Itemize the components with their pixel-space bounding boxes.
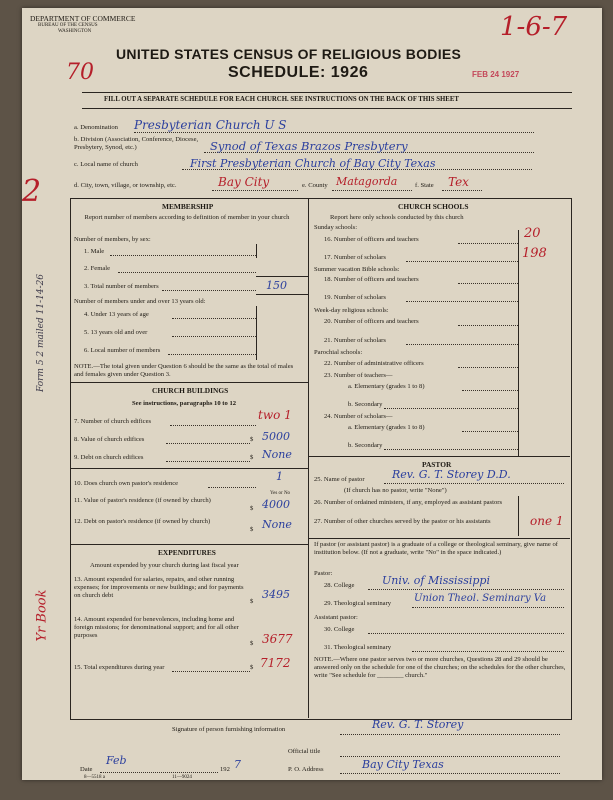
date-value: Feb bbox=[106, 754, 127, 767]
county-value: Matagorda bbox=[336, 175, 398, 188]
q9-value: None bbox=[262, 448, 292, 461]
year-label: 192 bbox=[220, 766, 230, 773]
main-form-frame bbox=[70, 198, 572, 720]
schools-intro: Report here only schools conducted by this church bbox=[330, 214, 464, 221]
q10-hint: Yes or No bbox=[270, 491, 291, 496]
q18-summer-teachers: 18. Number of officers and teachers bbox=[324, 276, 419, 283]
summer-label: Summer vacation Bible schools: bbox=[314, 266, 400, 273]
q25-pastor-name: 25. Name of pastor bbox=[314, 476, 365, 483]
dept-label: DEPARTMENT OF COMMERCE bbox=[30, 14, 136, 23]
denomination-label: a. Denomination bbox=[74, 124, 118, 131]
signature-label: Signature of person furnishing information bbox=[172, 726, 286, 733]
q12-value: None bbox=[262, 518, 292, 531]
buildings-header: CHURCH BUILDINGS bbox=[152, 386, 229, 395]
expenditures-sub: Amount expended by your church during last fiscal year bbox=[90, 562, 239, 569]
q27-other-churches: 27. Number of other churches served by the pastor or his assistants bbox=[314, 518, 491, 525]
q29-seminary: 29. Theological seminary bbox=[324, 600, 392, 607]
q28-college: 28. College bbox=[324, 582, 355, 589]
form-code: 8—5518 a bbox=[84, 775, 105, 780]
membership-header: MEMBERSHIP bbox=[162, 202, 214, 211]
q7-value: two 1 bbox=[258, 408, 292, 422]
pastor-sub-label: Pastor: bbox=[314, 570, 333, 577]
q26-ordained: 26. Number of ordained ministers, if any, employed as assistant pastors bbox=[314, 499, 503, 506]
q15-value: 7172 bbox=[260, 656, 291, 670]
q10-value: 1 bbox=[276, 470, 283, 483]
buildings-sub: See instructions, paragraphs 10 to 12 bbox=[132, 400, 237, 407]
yr-book-annotation: Yr Book bbox=[34, 589, 50, 642]
signature-value: Rev. G. T. Storey bbox=[372, 718, 464, 731]
division-label: b. Division (Association, Conference, Diocese, Presbytery, Synod, etc.) bbox=[74, 136, 199, 151]
q13-value: 3495 bbox=[262, 588, 290, 601]
form-code-2: 11—9024 bbox=[172, 775, 192, 780]
bureau-label: BUREAU OF THE CENSUS bbox=[38, 23, 98, 28]
sex-label: Number of members, by sex: bbox=[74, 236, 151, 243]
side-note-annotation: Form 5 2 mailed 11-14-26 bbox=[36, 273, 47, 393]
county-label: e. County bbox=[302, 182, 328, 189]
local-name-label: c. Local name of church bbox=[74, 161, 138, 168]
side-mark-annotation: 2 bbox=[22, 174, 42, 209]
q23b-secondary: b. Secondary bbox=[348, 401, 383, 408]
state-label: f. State bbox=[415, 182, 434, 189]
q28-value: Univ. of Mississippi bbox=[382, 574, 490, 587]
q14-benevolences: 14. Amount expended for benevolences, including home and foreign missions; for denominational support; and for all other purposes bbox=[74, 616, 239, 639]
q25-hint: (If church has no pastor, write "None") bbox=[344, 487, 447, 494]
city-label: WASHINGTON bbox=[58, 29, 92, 34]
age-label: Number of members under and over 13 years old: bbox=[74, 298, 206, 305]
q27-value: one 1 bbox=[530, 514, 564, 528]
q17-value: 198 bbox=[522, 246, 547, 261]
received-stamp: FEB 24 1927 bbox=[472, 70, 520, 79]
q1-male: 1. Male bbox=[84, 248, 105, 255]
q19-summer-scholars: 19. Number of scholars bbox=[324, 294, 386, 301]
state-value: Tex bbox=[448, 175, 469, 189]
q29-value: Union Theol. Seminary Va bbox=[414, 593, 547, 604]
q17-sunday-scholars: 17. Number of scholars bbox=[324, 254, 386, 261]
q11-value: 4000 bbox=[262, 498, 290, 511]
q20-weekday-teachers: 20. Number of officers and teachers bbox=[324, 318, 419, 325]
pastor-bottom-note: NOTE.—Where one pastor serves two or more churches, Questions 28 and 29 should be answered only on the schedule for one of the churches; on the schedules for the other churches, write "See schedule for ________ church." bbox=[314, 656, 566, 679]
form-title: UNITED STATES CENSUS OF RELIGIOUS BODIES bbox=[116, 46, 462, 62]
q10-owns-residence: 10. Does church own pastor's residence bbox=[74, 480, 179, 487]
schedule-title: SCHEDULE: 1926 bbox=[228, 64, 369, 81]
city-value: Bay City bbox=[218, 175, 270, 189]
census-schedule-sheet: DEPARTMENT OF COMMERCE BUREAU OF THE CENSUS WASHINGTON 70 1-6-7 FEB 24 1927 UNITED STATES CENSUS OF RELIGIOUS BODIES SCHEDULE: 1926 FILL OUT A SEPARATE SCHEDULE FOR EACH CHURCH. SEE INSTRUCTIONS ON THE BACK OF THIS SHEET a. Denomination Presbyterian Church U S b. Division (Association, Conference, Diocese, Presbytery, Synod, etc.) Synod of Texas Brazos Presbytery c. Local name of church First Presbyterian Church of Bay City Texas d. City, town, village, or township, etc. Bay City e. County Matagorda f. State Tex 2 Form 5 2 mailed 11-14-26 Yr Book MEMBERSHIP Report number of members according to definition of member in your church Number of members, by sex: 1. Male 2. Female 3. Total number of members 150 Number of members under and over 13 years old: 4. Under 13 years of age 5. 13 years old and over 6. Local number of members NOTE.—The total given under Question 6 should be the same as the total of males and females given under Question 3. CHURCH BUILDINGS See instructions, paragraphs 10 to 12 7. Number of church edifices two 1 8. Value of church edifices $ 5000 9. Debt on church edifices $ None 10. Does church own pastor's residence Yes or No 1 11. Value of pastor's residence (if owned by church) $ 4000 12. Debt on pastor's residence (if owned by church) $ None EXPENDITURES Amount expended by your church during last fiscal year 13. Amount expended for salaries, repairs, and other running expenses; for improvements or new buildings; and for payments on church debt $ 3495 14. Amount expended for benevolences, including home and foreign missions; for denominational support; and for all other purposes $ 3677 15. Total expenditures during year $ 7172 CHURCH SCHOOLS Report here only schools conducted by this church Sunday schools: 16. Number of officers and teachers 20 17. Number of scholars 198 Summer vacation Bible schools: 18. Number of officers and teachers 19. Number of scholars Week-day religious schools: 20. Number of officers and teachers 21. Number of scholars Parochial schools: 22. Number of administrative officers 23. Number of teachers— a. Elementary (grades 1 to 8) b. Secondary 24. Number of scholars— a. Elementary (grades 1 to 8) b. Secondary PASTOR 25. Name of pastor Rev. G. T. Storey D.D. (If church has no pastor, write "None") 26. Number of ordained ministers, if any, employed as assistant pastors 27. Number of other churches served by the pastor or his assistants one 1 If pastor (or assistant pastor) is a graduate of a college or theological seminary, give name of institution below. (If not a graduate, write "No" in the space indicated.) Pastor: 28. College Univ. of Mississippi 29. Theological seminary Union Theol. Seminary Va Assistant pastor: 30. College 31. Theological seminary NOTE.—Where one pastor serves two or more churches, Questions 28 and 29 should be answered only on the schedule for one of the churches; on the schedules for the other churches, write "See schedule for ________ church." Signature of person furnishing information Rev. G. T. Storey Official title Date Feb 192 7 8—5518 a 11—9024 P. O. Address Bay City Texas bbox=[22, 8, 602, 780]
address-label: P. O. Address bbox=[288, 766, 324, 773]
q4-under-13: 4. Under 13 years of age bbox=[84, 311, 149, 318]
weekday-label: Week-day religious schools: bbox=[314, 307, 389, 314]
q8-value: 5000 bbox=[262, 430, 290, 443]
q3-total-value: 150 bbox=[266, 279, 287, 292]
q3-total: 3. Total number of members bbox=[84, 283, 159, 290]
instruction-line: FILL OUT A SEPARATE SCHEDULE FOR EACH CHURCH. SEE INSTRUCTIONS ON THE BACK OF THIS SHEET bbox=[104, 96, 459, 103]
denomination-value: Presbyterian Church U S bbox=[134, 118, 287, 132]
schools-header: CHURCH SCHOOLS bbox=[398, 202, 469, 211]
q12-debt-residence: 12. Debt on pastor's residence (if owned by church) bbox=[74, 518, 211, 525]
official-title-label: Official title bbox=[288, 748, 321, 755]
q24-scholars: 24. Number of scholars— bbox=[324, 413, 393, 420]
q15-total-expenditures: 15. Total expenditures during year bbox=[74, 664, 165, 671]
division-value: Synod of Texas Brazos Presbytery bbox=[210, 139, 408, 153]
q6-local: 6. Local number of members bbox=[84, 347, 161, 354]
q9-debt-edifices: 9. Debt on church edifices bbox=[74, 454, 144, 461]
q24a-elementary: a. Elementary (grades 1 to 8) bbox=[348, 424, 425, 431]
q23-teachers: 23. Number of teachers— bbox=[324, 372, 393, 379]
assistant-label: Assistant pastor: bbox=[314, 614, 358, 621]
q31-seminary: 31. Theological seminary bbox=[324, 644, 392, 651]
q2-female: 2. Female bbox=[84, 265, 111, 272]
address-value: Bay City Texas bbox=[362, 758, 444, 771]
city-field-label: d. City, town, village, or township, etc. bbox=[74, 182, 177, 189]
q21-weekday-scholars: 21. Number of scholars bbox=[324, 337, 386, 344]
q14-value: 3677 bbox=[262, 632, 293, 646]
parochial-label: Parochial schools: bbox=[314, 349, 363, 356]
date-label: Date bbox=[80, 766, 93, 773]
q24b-secondary: b. Secondary bbox=[348, 442, 383, 449]
q5-13-and-over: 5. 13 years old and over bbox=[84, 329, 148, 336]
membership-intro: Report number of members according to definition of member in your church bbox=[84, 214, 290, 221]
local-name-value: First Presbyterian Church of Bay City Texas bbox=[190, 157, 436, 170]
membership-note: NOTE.—The total given under Question 6 should be the same as the total of males and females given under Question 3. bbox=[74, 363, 294, 378]
code-annotation: 1-6-7 bbox=[500, 12, 568, 42]
year-handwritten: 7 bbox=[234, 758, 241, 771]
q22-admin-officers: 22. Number of administrative officers bbox=[324, 360, 424, 367]
q13-running-expenses: 13. Amount expended for salaries, repairs, and other running expenses; for improvements or new buildings; and for payments on church debt bbox=[74, 576, 244, 599]
graduate-note: If pastor (or assistant pastor) is a graduate of a college or theological seminary, give name of institution below. (If not a graduate, write "No" in the space indicated.) bbox=[314, 541, 559, 556]
pastor-header: PASTOR bbox=[422, 460, 452, 469]
q7-edifices: 7. Number of church edifices bbox=[74, 418, 152, 425]
q16-value: 20 bbox=[524, 226, 541, 241]
q11-value-residence: 11. Value of pastor's residence (if owned by church) bbox=[74, 497, 211, 504]
q23a-elementary: a. Elementary (grades 1 to 8) bbox=[348, 383, 425, 390]
q16-sunday-teachers: 16. Number of officers and teachers bbox=[324, 236, 419, 243]
q8-value-edifices: 8. Value of church edifices bbox=[74, 436, 145, 443]
expenditures-header: EXPENDITURES bbox=[158, 548, 216, 557]
sunday-label: Sunday schools: bbox=[314, 224, 358, 231]
q25-value: Rev. G. T. Storey D.D. bbox=[392, 468, 511, 481]
q30-college: 30. College bbox=[324, 626, 355, 633]
red-number-annotation: 70 bbox=[66, 60, 94, 85]
